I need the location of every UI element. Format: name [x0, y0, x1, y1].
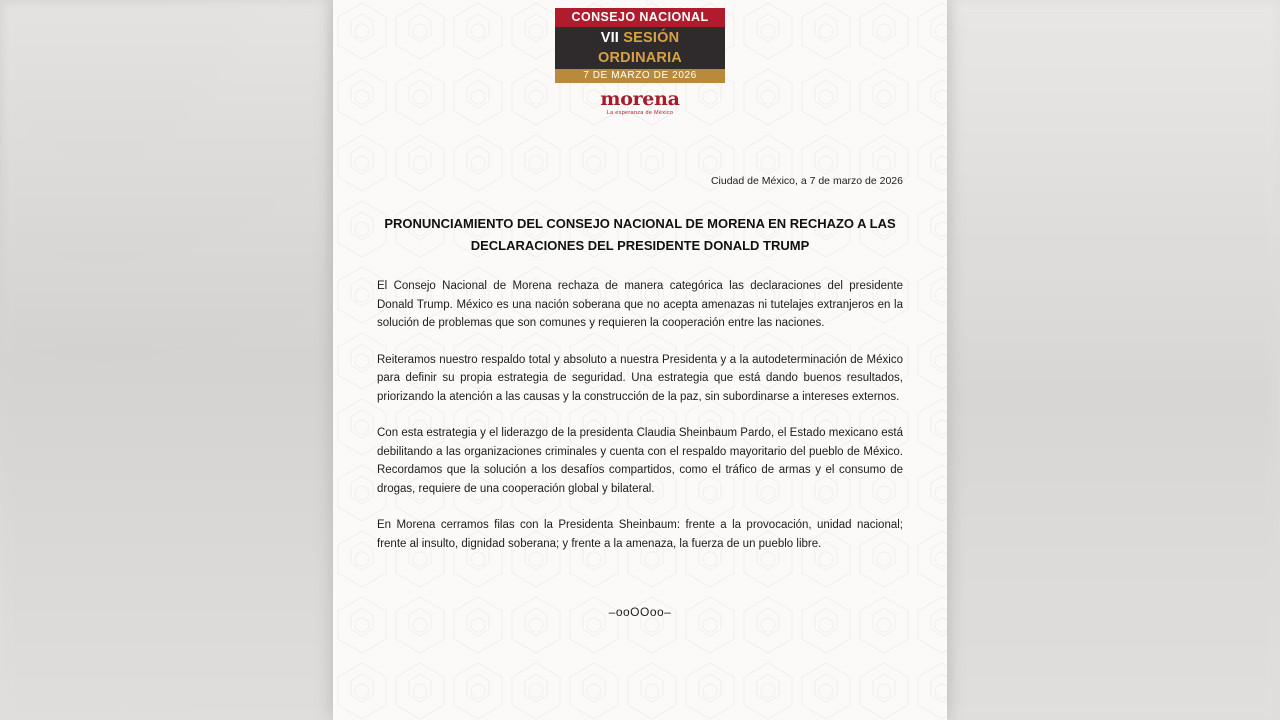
page-title: PRONUNCIAMIENTO DEL CONSEJO NACIONAL DE MORENA EN RECHAZO A LAS DECLARACIONES DEL PRESIDENTE DONALD TRUMP	[384, 216, 896, 253]
dateline: Ciudad de México, a 7 de marzo de 2026	[710, 175, 903, 187]
morena-tagline: La esperanza de México	[606, 110, 674, 116]
logo-banner-sesion	[555, 27, 725, 69]
document-page	[333, 0, 947, 720]
logo-session-roman: VII	[600, 30, 620, 46]
morena-wordmark: morena	[600, 88, 680, 110]
body-paragraph: Con esta estrategia y el liderazgo de la presidenta Claudia Sheinbaum Pardo, el Estado mexicano está debilitando a las organizaciones criminales y cuenta con el respaldo mayoritario del pueblo de México. Recordamos que la solución a los desafíos compartidos, como el tráfico de armas y el consumo de drogas, requiere de una cooperación global y bilateral.	[377, 427, 903, 495]
body-paragraph: Reiteramos nuestro respaldo total y absoluto a nuestra Presidenta y a la autodeterminación de México para definir su propia estrategia de seguridad. Una estrategia que está dando buenos resultados, priorizando la atención a las causas y la construcción de la paz, sin subordinarse a intereses externos.	[377, 353, 903, 403]
logo-banner-consejo-nacional: CONSEJO NACIONAL	[555, 8, 725, 27]
logo-session-text: SESIÓN ORDINARIA	[598, 30, 682, 66]
morena-council-logo	[555, 0, 725, 117]
document-body	[377, 277, 903, 553]
body-paragraph: El Consejo Nacional de Morena rechaza de manera categórica las declaraciones del presidente Donald Trump. México es una nación soberana que no acepta amenazas ni tutelajes extranjeros en la solución de problemas que son comunes y requieren la cooperación entre las naciones.	[377, 280, 903, 329]
closing-ornament: –ooOOoo–	[608, 605, 672, 619]
body-paragraph: En Morena cerramos filas con la Presidenta Sheinbaum: frente a la provocación, unidad nacional; frente al insulto, dignidad soberana; y frente a la amenaza, la fuerza de un pueblo libre.	[377, 519, 903, 550]
logo-banner-date: 7 DE MARZO DE 2026	[555, 69, 725, 83]
